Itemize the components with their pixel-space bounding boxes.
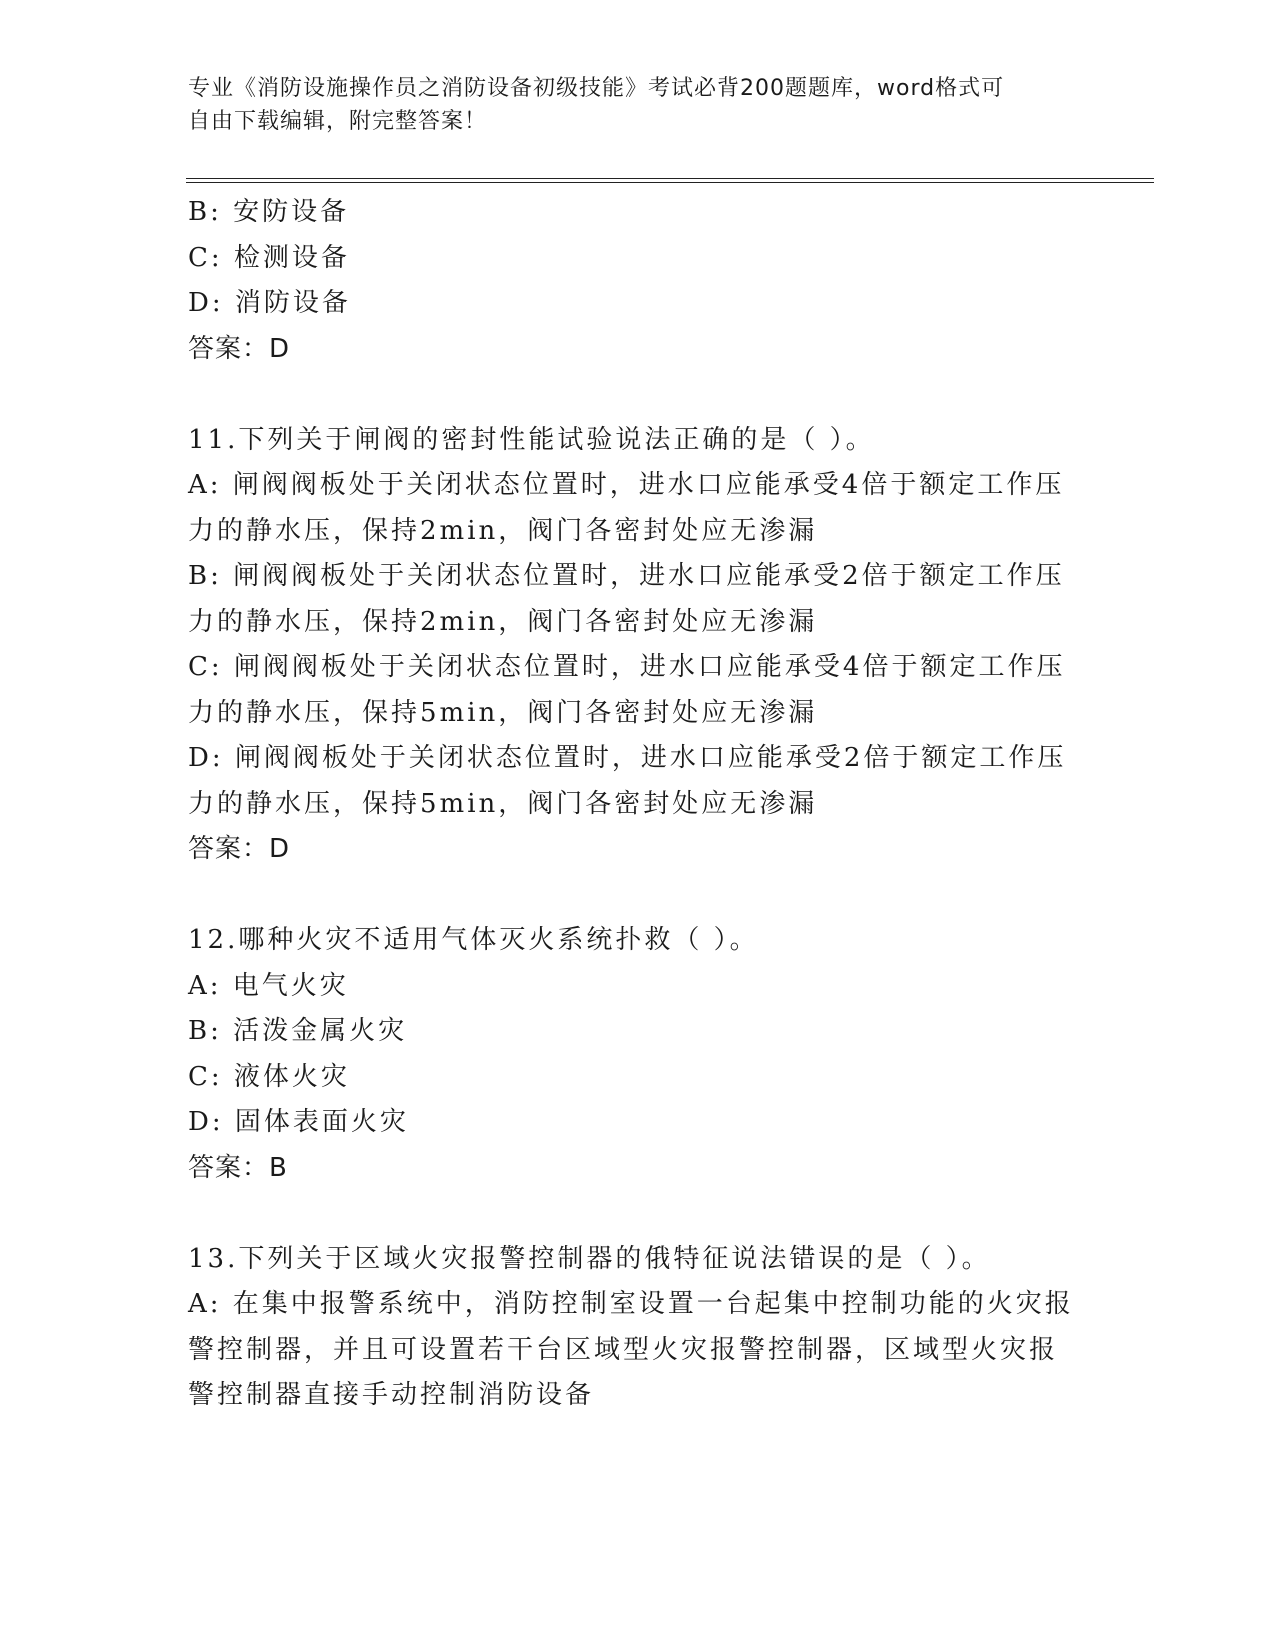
option-c: C: 检测设备: [188, 242, 350, 273]
option-c-line-1: C: 闸阀阀板处于关闭状态位置时，进水口应能承受4倍于额定工作压: [188, 652, 1066, 682]
answer: 答案：B: [188, 1152, 288, 1183]
prev-question: [188, 190, 1088, 372]
answer: 答案：D: [188, 834, 291, 864]
option-a-line-2: 警控制器，并且可设置若干台区域型火灾报警控制器，区域型火灾报: [188, 1334, 1059, 1365]
question-11: [188, 418, 1088, 873]
option-c-line-2: 力的静水压，保持5min，阀门各密封处应无渗漏: [188, 697, 818, 728]
option-b: B: 活泼金属火灾: [188, 1016, 408, 1046]
question-12: [188, 918, 1088, 1191]
answer: 答案：D: [188, 333, 291, 364]
option-a-line-1: A: 在集中报警系统中，消防控制室设置一台起集中控制功能的火灾报: [188, 1289, 1074, 1319]
option-b-line-2: 力的静水压，保持2min，阀门各密封处应无渗漏: [188, 606, 818, 637]
header-line-2: 自由下载编辑，附完整答案！: [188, 109, 488, 134]
question-stem: 13.下列关于区域火灾报警控制器的俄特征说法错误的是（ ）。: [188, 1243, 991, 1274]
option-d: D: 固体表面火灾: [188, 1107, 409, 1137]
option-d: D: 消防设备: [188, 288, 351, 318]
option-b: B: 安防设备: [188, 197, 350, 227]
option-c: C: 液体火灾: [188, 1061, 350, 1092]
option-d-line-2: 力的静水压，保持5min，阀门各密封处应无渗漏: [188, 788, 818, 819]
question-stem: 12.哪种火灾不适用气体灭火系统扑救（ ）。: [188, 925, 759, 955]
option-d-line-1: D: 闸阀阀板处于关闭状态位置时，进水口应能承受2倍于额定工作压: [188, 743, 1067, 773]
page-header: [188, 72, 1088, 138]
header-double-rule: [186, 178, 1154, 183]
header-line-1: 专业《消防设施操作员之消防设备初级技能》考试必背200题题库，word格式可: [188, 76, 1005, 101]
option-b-line-1: B: 闸阀阀板处于关闭状态位置时，进水口应能承受2倍于额定工作压: [188, 561, 1065, 591]
question-stem: 11.下列关于闸阀的密封性能试验说法正确的是（ ）。: [188, 424, 875, 455]
option-a: A: 电气火灾: [188, 970, 349, 1001]
option-a-line-1: A: 闸阀阀板处于关闭状态位置时，进水口应能承受4倍于额定工作压: [188, 470, 1065, 500]
question-13: [188, 1237, 1088, 1419]
option-a-line-3: 警控制器直接手动控制消防设备: [188, 1380, 595, 1410]
option-a-line-2: 力的静水压，保持2min，阀门各密封处应无渗漏: [188, 515, 818, 546]
document-body: [188, 190, 1088, 1419]
